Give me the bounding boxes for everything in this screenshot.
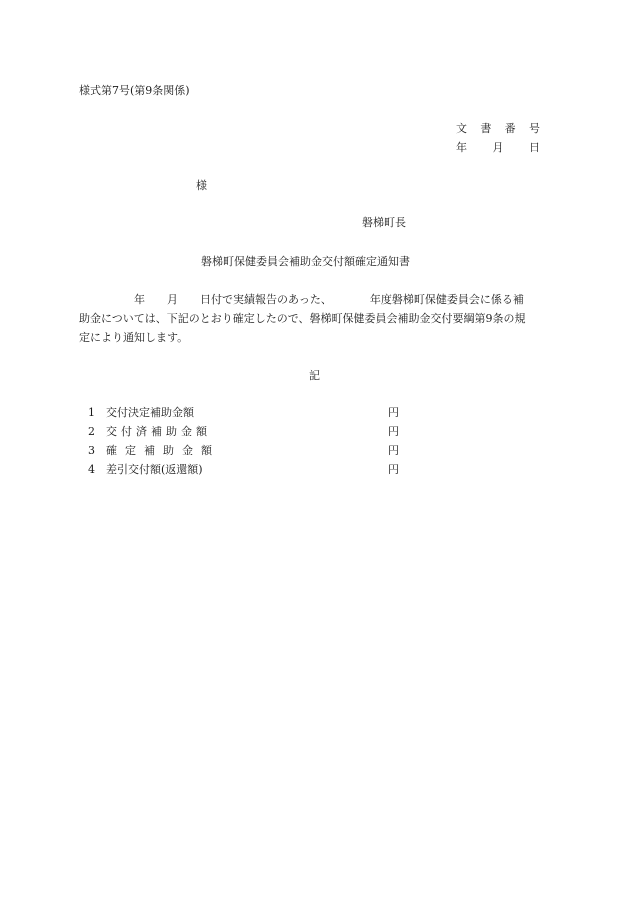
doc-no-char: 番 xyxy=(504,122,516,135)
item-number: 2 xyxy=(88,425,95,438)
item-unit: 円 xyxy=(388,444,399,457)
doc-no-char: 文 xyxy=(456,122,467,135)
list-item xyxy=(88,425,399,439)
document-number-label xyxy=(456,122,540,136)
doc-no-char: 号 xyxy=(528,122,540,135)
body-line-2: 助金については、下記のとおり確定したので、磐梯町保健委員会補助金交付要綱第9条の規 xyxy=(79,312,526,325)
date-month: 月 xyxy=(492,141,504,154)
date-line xyxy=(456,141,540,155)
date-day: 日 xyxy=(529,141,540,154)
list-item xyxy=(88,406,399,420)
item-unit: 円 xyxy=(388,463,399,476)
issuer: 磐梯町長 xyxy=(362,216,406,229)
item-unit: 円 xyxy=(388,425,399,438)
item-number: 3 xyxy=(88,444,95,457)
body-fiscal-text: 年度磐梯町保健委員会に係る補 xyxy=(369,293,524,306)
item-label: 確定補助金額 xyxy=(106,444,220,457)
form-number: 様式第7号(第9条関係) xyxy=(79,84,190,97)
item-label: 交付済補助金額 xyxy=(106,425,211,438)
body-day-text: 日付で実績報告のあった、 xyxy=(200,293,332,306)
addressee-suffix: 様 xyxy=(196,179,207,192)
doc-no-char: 書 xyxy=(480,122,492,135)
item-number: 4 xyxy=(88,463,95,476)
item-unit: 円 xyxy=(388,406,399,419)
list-item xyxy=(88,444,399,458)
ki-heading: 記 xyxy=(309,369,320,382)
item-label: 差引交付額(返還額) xyxy=(106,463,203,476)
body-line-1 xyxy=(134,293,524,307)
body-year: 年 xyxy=(134,293,145,306)
document-title: 磐梯町保健委員会補助金交付額確定通知書 xyxy=(201,255,410,268)
date-year: 年 xyxy=(456,141,467,154)
list-item xyxy=(88,463,399,477)
body-line-3: 定により通知します。 xyxy=(79,331,189,344)
body-month: 月 xyxy=(167,293,178,306)
item-label: 交付決定補助金額 xyxy=(106,406,194,419)
item-number: 1 xyxy=(88,406,95,419)
